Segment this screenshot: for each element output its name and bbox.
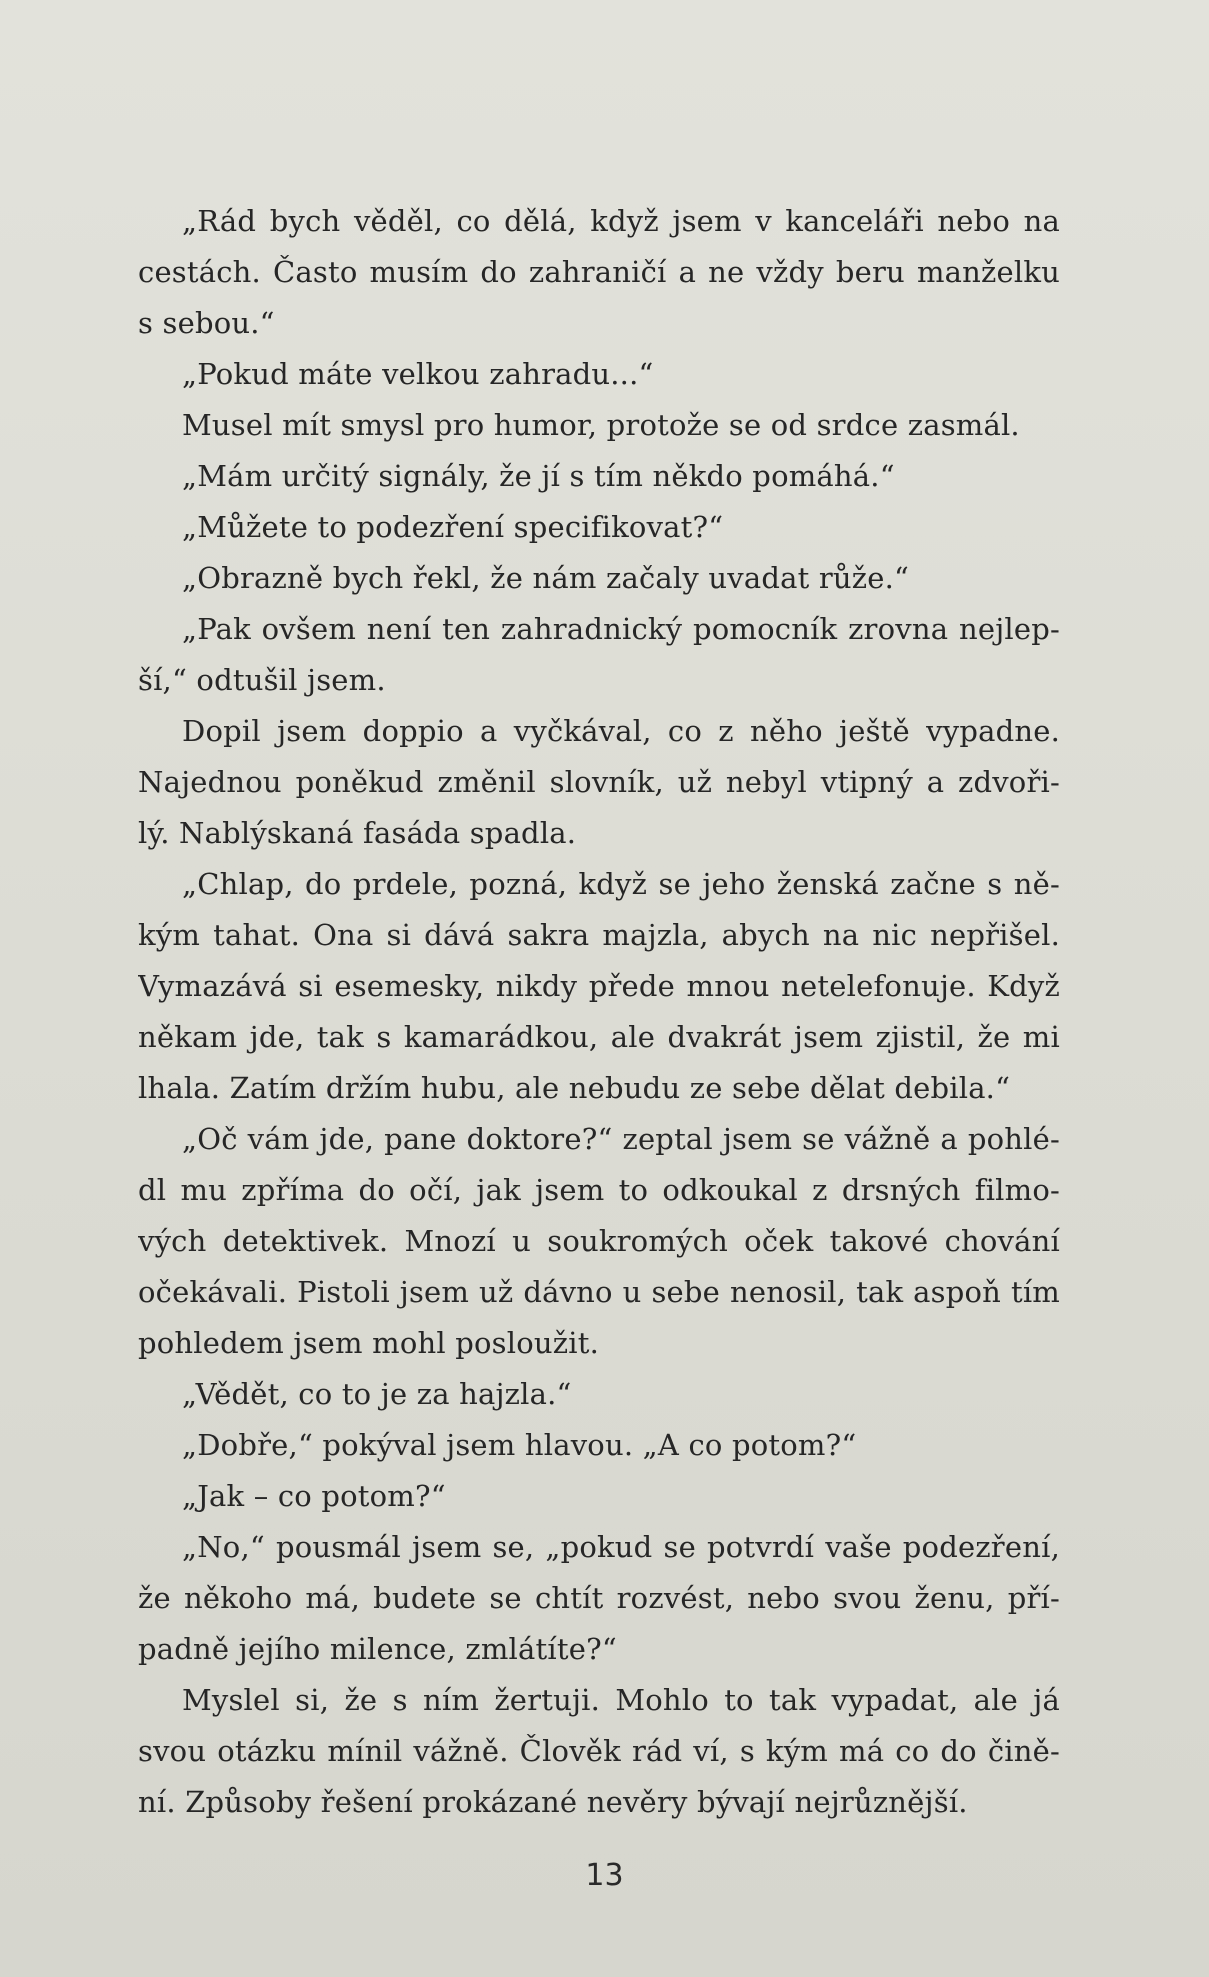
text-line: že někoho má, budete se chtít rozvést, nebo svou ženu, pří- <box>138 1581 1060 1615</box>
text-line: lý. Nablýskaná fasáda spadla. <box>138 816 577 850</box>
text-line: „Jak – co potom?“ <box>182 1479 446 1513</box>
text-line: „Můžete to podezření specifikovat?“ <box>182 510 724 544</box>
text-line: kým tahat. Ona si dává sakra majzla, abych na nic nepřišel. <box>138 918 1060 952</box>
body-text <box>138 196 1060 1828</box>
text-line: „Vědět, co to je za hajzla.“ <box>182 1377 572 1411</box>
text-line: Najednou poněkud změnil slovník, už nebyl vtipný a zdvoři- <box>138 765 1060 799</box>
text-line: lhala. Zatím držím hubu, ale nebudu ze sebe dělat debila.“ <box>138 1071 1011 1105</box>
text-line: cestách. Často musím do zahraničí a ne vždy beru manželku <box>138 255 1060 289</box>
text-line: „Rád bych věděl, co dělá, když jsem v kanceláři nebo na <box>182 204 1060 238</box>
text-line: Myslel si, že s ním žertuji. Mohlo to tak vypadat, ale já <box>182 1683 1060 1717</box>
text-line: „Chlap, do prdele, pozná, když se jeho ženská začne s ně- <box>182 867 1060 901</box>
text-line: ší,“ odtušil jsem. <box>138 663 386 697</box>
text-line: pohledem jsem mohl posloužit. <box>138 1326 600 1360</box>
text-line: Musel mít smysl pro humor, protože se od srdce zasmál. <box>182 408 1020 442</box>
text-line: vých detektivek. Mnozí u soukromých oček takové chování <box>138 1224 1060 1258</box>
text-line: „Obrazně bych řekl, že nám začaly uvadat růže.“ <box>182 561 910 595</box>
text-line: někam jde, tak s kamarádkou, ale dvakrát jsem zjistil, že mi <box>138 1020 1060 1054</box>
text-line: Vymazává si esemesky, nikdy přede mnou netelefonuje. Když <box>138 969 1060 1003</box>
text-line: svou otázku mínil vážně. Člověk rád ví, s kým má co do čině- <box>138 1734 1060 1768</box>
text-line: padně jejího milence, zmlátíte?“ <box>138 1632 617 1666</box>
page-number: 13 <box>585 1858 624 1893</box>
text-line: ní. Způsoby řešení prokázané nevěry bývají nejrůznější. <box>138 1785 968 1819</box>
text-line: „Pokud máte velkou zahradu...“ <box>182 357 654 391</box>
text-line: očekávali. Pistoli jsem už dávno u sebe nenosil, tak aspoň tím <box>138 1275 1060 1309</box>
text-line: dl mu zpříma do očí, jak jsem to odkoukal z drsných filmo- <box>138 1173 1060 1207</box>
text-line: „Oč vám jde, pane doktore?“ zeptal jsem se vážně a pohlé- <box>182 1122 1060 1156</box>
text-line: Dopil jsem doppio a vyčkával, co z něho ještě vypadne. <box>182 714 1060 748</box>
text-line: „Dobře,“ pokýval jsem hlavou. „A co potom?“ <box>182 1428 857 1462</box>
text-line: „Mám určitý signály, že jí s tím někdo pomáhá.“ <box>182 459 895 493</box>
text-line: „Pak ovšem není ten zahradnický pomocník zrovna nejlep- <box>182 612 1060 646</box>
text-line: „No,“ pousmál jsem se, „pokud se potvrdí vaše podezření, <box>182 1530 1060 1564</box>
text-line: s sebou.“ <box>138 306 275 340</box>
